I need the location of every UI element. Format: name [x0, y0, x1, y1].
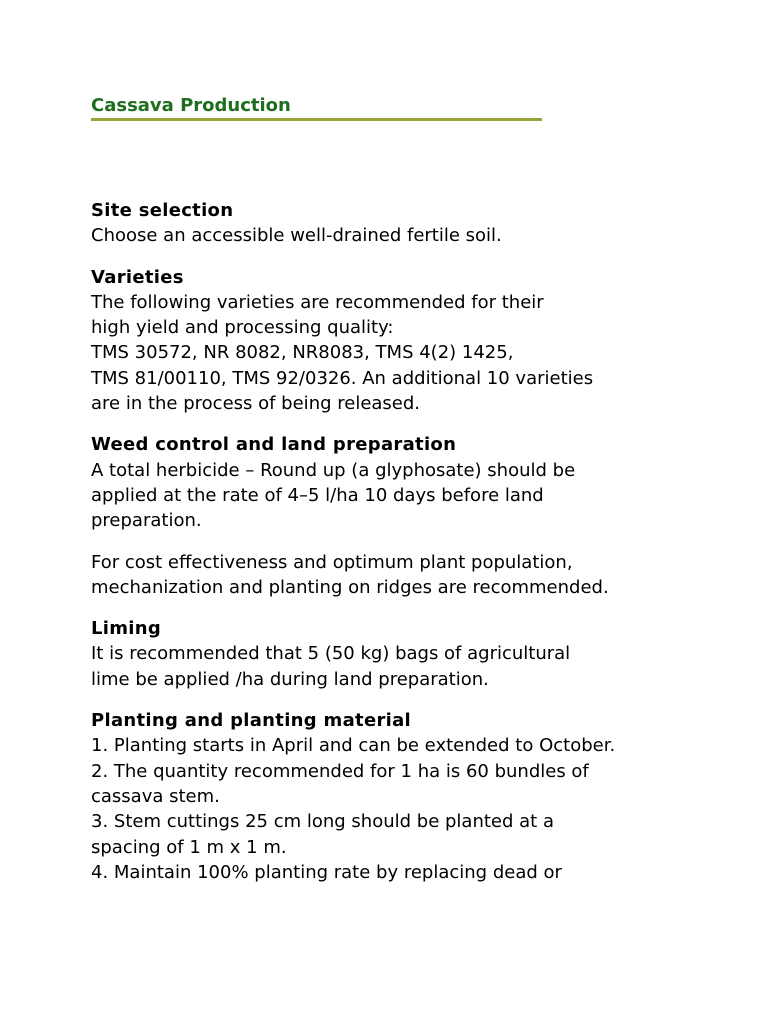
section-heading: Site selection [91, 200, 234, 221]
section-weed-control [91, 432, 761, 533]
body-line: 1. Planting starts in April and can be extended to October. [91, 735, 616, 757]
section-varieties [91, 265, 761, 417]
body-line: The following varieties are recommended for their [91, 291, 544, 313]
page-title: Cassava Production [91, 95, 291, 116]
section-planting [91, 708, 761, 885]
section-heading: Varieties [91, 266, 184, 288]
body-line: mechanization and planting on ridges are recommended. [91, 576, 609, 598]
body-line: high yield and processing quality: [91, 317, 394, 339]
section-site-selection [91, 198, 761, 249]
body-line: 3. Stem cuttings 25 cm long should be planted at a [91, 811, 554, 833]
body-line: It is recommended that 5 (50 kg) bags of agricultural [91, 643, 571, 665]
section-heading: Liming [91, 618, 162, 640]
body-line: spacing of 1 m x 1 m. [91, 836, 287, 858]
body-line: are in the process of being released. [91, 393, 421, 415]
body-line: TMS 30572, NR 8082, NR8083, TMS 4(2) 1425, [91, 342, 514, 364]
body-line: A total herbicide – Round up (a glyphosate) should be [91, 459, 576, 481]
body-line: Choose an accessible well-drained fertile soil. [91, 225, 502, 247]
body-line: 4. Maintain 100% planting rate by replacing dead or [91, 861, 562, 883]
document-body [91, 198, 761, 901]
section-heading: Weed control and land preparation [91, 434, 457, 456]
body-line: applied at the rate of 4–5 l/ha 10 days before land [91, 484, 544, 506]
section-liming [91, 616, 761, 692]
section-cost-effectiveness [91, 550, 761, 601]
section-heading: Planting and planting material [91, 710, 412, 732]
body-line: cassava stem. [91, 785, 220, 807]
body-line: For cost effectiveness and optimum plant population, [91, 551, 573, 573]
body-line: 2. The quantity recommended for 1 ha is 60 bundles of [91, 760, 589, 782]
body-line: TMS 81/00110, TMS 92/0326. An additional 10 varieties [91, 367, 594, 389]
title-underline [91, 118, 542, 121]
body-line: lime be applied /ha during land preparation. [91, 668, 489, 690]
body-line: preparation. [91, 510, 202, 532]
